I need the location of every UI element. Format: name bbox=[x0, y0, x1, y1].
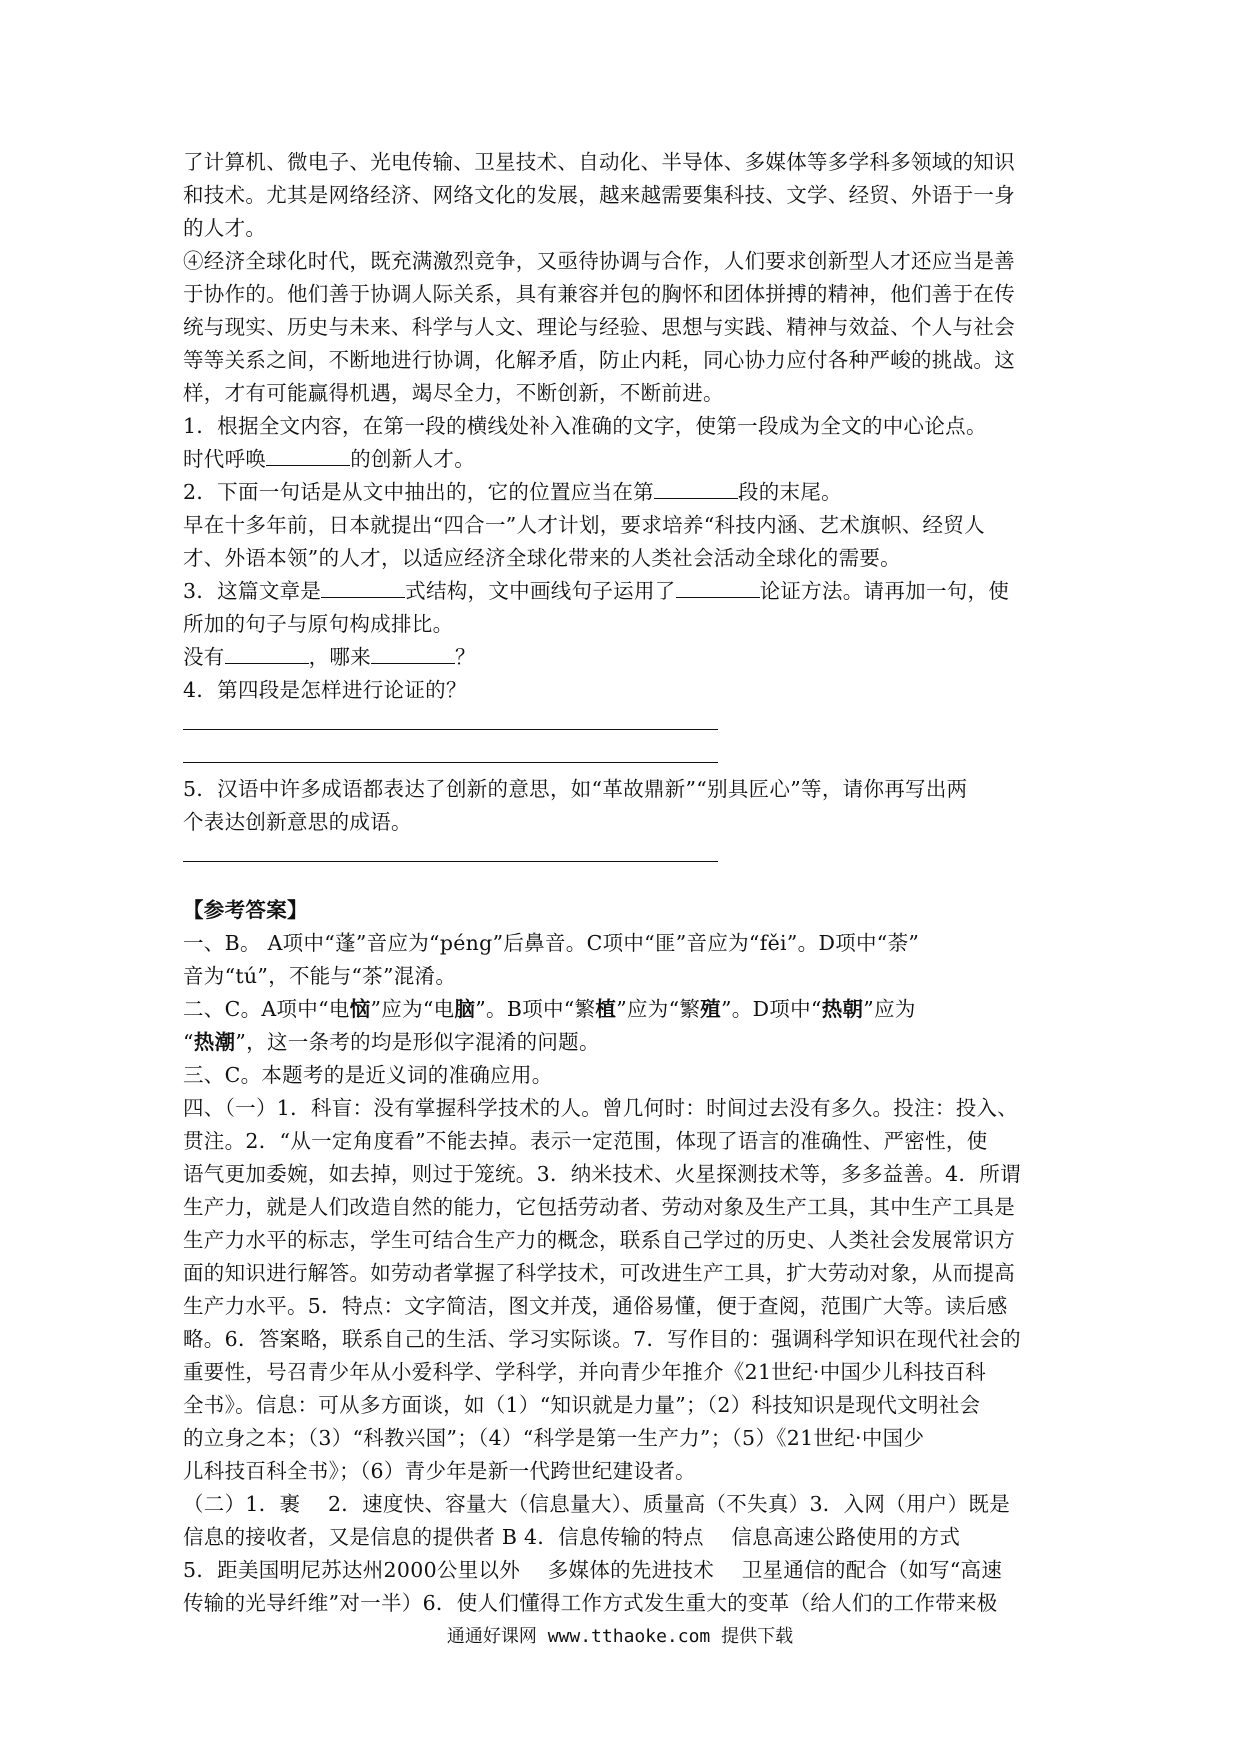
passage-line: 于协作的。他们善于协调人际关系，具有兼容并包的胸怀和团体拼搏的精神，他们善于在传 bbox=[183, 282, 1015, 306]
answer-4-line: 生产力，就是人们改造自然的能力，它包括劳动者、劳动对象及生产工具，其中生产工具是 bbox=[183, 1195, 1015, 1219]
fill-middle: ，哪来 bbox=[308, 645, 372, 669]
answer-4-line: 信息的接收者，又是信息的提供者 B 4．信息传输的特点 信息高速公路使用的方式 bbox=[183, 1525, 961, 1549]
answer-key-heading: 【参考答案】 bbox=[183, 898, 308, 922]
answer-2-text: “ bbox=[183, 1030, 194, 1054]
answer-blank[interactable] bbox=[654, 476, 738, 499]
document-page bbox=[183, 146, 1063, 1620]
question-3-fill bbox=[183, 641, 1063, 674]
answer-2-text: ”应为“电 bbox=[370, 997, 455, 1021]
answer-4-line: 重要性，号召青少年从小爱科学、学科学，并向青少年推介《21世纪·中国少儿科技百科 bbox=[183, 1360, 987, 1384]
answer-2-text: ”。D项中“ bbox=[720, 997, 822, 1021]
question-2-text: 2．下面一句话是从文中抽出的，它的位置应当在第 bbox=[183, 480, 654, 504]
answer-4-line: 传输的光导纤维”对一半）6．使人们懂得工作方式发生重大的变革（给人们的工作带来极 bbox=[183, 1591, 998, 1615]
answer-4-line: 语气更加委婉，如去掉，则过于笼统。3．纳米技术、火星探测技术等，多多益善。4．所谓 bbox=[183, 1162, 1021, 1186]
answer-2-text: ”，这一条考的均是形似字混淆的问题。 bbox=[235, 1030, 600, 1054]
answer-1: 音为“tú”，不能与“茶”混淆。 bbox=[183, 964, 457, 988]
answer-4-line: 四、（一）1．科盲：没有掌握科学技术的人。曾几何时：时间过去没有多久。投注：投入、 bbox=[183, 1096, 1019, 1120]
answer-2-emphasis: 热朝 bbox=[821, 997, 864, 1021]
answer-2-emphasis: 热潮 bbox=[193, 1030, 236, 1054]
question-1-fill bbox=[183, 443, 1063, 476]
answer-blank[interactable] bbox=[371, 641, 455, 664]
page-footer: 通通好课网 www.tthaoke.com 提供下载 bbox=[446, 1626, 794, 1647]
answer-2 bbox=[183, 1026, 1063, 1059]
question-3-text: 所加的句子与原句构成排比。 bbox=[183, 612, 454, 636]
questions bbox=[183, 410, 1063, 872]
answer-blank[interactable] bbox=[225, 641, 309, 664]
question-2-text: 段的末尾。 bbox=[737, 480, 842, 504]
question-4: 4．第四段是怎样进行论证的？ bbox=[183, 678, 467, 702]
answer-4-line: 生产力水平。5．特点：文字简洁，图文并茂，通俗易懂，便于查阅，范围广大等。读后感 bbox=[183, 1294, 1008, 1318]
question-2-sentence: 才、外语本领”的人才，以适应经济全球化带来的人类社会活动全球化的需要。 bbox=[183, 546, 901, 570]
answer-blank[interactable] bbox=[266, 443, 350, 466]
answer-4-line: 面的知识进行解答。如劳动者掌握了科学技术，可改进生产工具，扩大劳动对象，从而提高 bbox=[183, 1261, 1015, 1285]
answer-4-line: 5．距美国明尼苏达州2000公里以外 多媒体的先进技术 卫星通信的配合（如写“高速 bbox=[183, 1558, 1003, 1582]
question-3 bbox=[183, 575, 1063, 608]
passage-line: 和技术。尤其是网络经济、网络文化的发展，越来越需要集科技、文学、经贸、外语于一身 bbox=[183, 183, 1015, 207]
question-2-sentence: 早在十多年前，日本就提出“四合一”人才计划，要求培养“科技内涵、艺术旗帜、经贸人 bbox=[183, 513, 985, 537]
answer-blank[interactable] bbox=[321, 575, 405, 598]
answer-2-emphasis: 恼 bbox=[349, 997, 371, 1021]
answer-4-line: 全书》。信息：可从多方面谈，如（1）“知识就是力量”；（2）科技知识是现代文明社会 bbox=[183, 1393, 981, 1417]
answer-line[interactable] bbox=[183, 839, 1063, 872]
answer-4-line: 生产力水平的标志，学生可结合生产力的概念，联系自己学过的历史、人类社会发展常识方 bbox=[183, 1228, 1015, 1252]
fill-prefix: 没有 bbox=[183, 645, 225, 669]
answer-2-emphasis: 殖 bbox=[700, 997, 721, 1021]
question-1: 1．根据全文内容，在第一段的横线处补入准确的文字，使第一段成为全文的中心论点。 bbox=[183, 414, 987, 438]
answer-2-text: ”应为 bbox=[863, 997, 916, 1021]
question-5: 个表达创新意思的成语。 bbox=[183, 810, 412, 834]
answer-4-line: 儿科技百科全书》；（6）青少年是新一代跨世纪建设者。 bbox=[183, 1459, 696, 1483]
answer-2 bbox=[183, 993, 1063, 1026]
answer-2-emphasis: 脑 bbox=[454, 997, 476, 1021]
answer-2-text: ”应为“繁 bbox=[616, 997, 701, 1021]
answer-2-text: ”。B项中“繁 bbox=[475, 997, 596, 1021]
passage-line: 统与现实、历史与未来、科学与人文、理论与经验、思想与实践、精神与效益、个人与社会 bbox=[183, 315, 1015, 339]
answer-key bbox=[183, 894, 1063, 1620]
fill-suffix: ？ bbox=[455, 645, 476, 669]
passage-line: 等等关系之间，不断地进行协调，化解矛盾，防止内耗，同心协力应付各种严峻的挑战。这 bbox=[183, 348, 1015, 372]
answer-2-emphasis: 植 bbox=[595, 997, 617, 1021]
answer-4-line: 贯注。2．“从一定角度看”不能去掉。表示一定范围，体现了语言的准确性、严密性，使 bbox=[183, 1129, 988, 1153]
answer-1: 一、B。 A项中“蓬”音应为“péng”后鼻音。C项中“匪”音应为“fěi”。D项中“荼” bbox=[183, 931, 920, 955]
question-3-text: 论证方法。请再加一句，使 bbox=[759, 579, 1010, 603]
question-5: 5．汉语中许多成语都表达了创新的意思，如“革故鼎新”“别具匠心”等，请你再写出两 bbox=[183, 777, 968, 801]
fill-suffix: 的创新人才。 bbox=[350, 447, 476, 471]
answer-3: 三、C。本题考的是近义词的准确应用。 bbox=[183, 1063, 553, 1087]
question-3-text: 式结构，文中画线句子运用了 bbox=[405, 579, 676, 603]
answer-line[interactable] bbox=[183, 707, 1063, 740]
fill-prefix: 时代呼唤 bbox=[183, 447, 267, 471]
passage bbox=[183, 146, 1063, 410]
spacer bbox=[183, 872, 1063, 894]
passage-line: 的人才。 bbox=[183, 216, 267, 240]
answer-line[interactable] bbox=[183, 740, 1063, 773]
answer-4-line: 略。6．答案略，联系自己的生活、学习实际谈。7．写作目的：强调科学知识在现代社会的 bbox=[183, 1327, 1021, 1351]
answer-4-line: （二）1．裹 2．速度快、容量大（信息量大）、质量高（不失真）3．入网（用户）既是 bbox=[183, 1492, 1010, 1516]
answer-4-line: 的立身之本；（3）“科教兴国”；（4）“科学是第一生产力”；（5）《21世纪·中国少 bbox=[183, 1426, 925, 1450]
answer-blank[interactable] bbox=[676, 575, 760, 598]
passage-line: ④经济全球化时代，既充满激烈竞争，又亟待协调与合作，人们要求创新型人才还应当是善 bbox=[183, 249, 1015, 273]
passage-line: 了计算机、微电子、光电传输、卫星技术、自动化、半导体、多媒体等多学科多领域的知识 bbox=[183, 150, 1015, 174]
passage-line: 样，才有可能赢得机遇，竭尽全力，不断创新，不断前进。 bbox=[183, 381, 724, 405]
question-3-text: 3．这篇文章是 bbox=[183, 579, 322, 603]
answer-2-text: 二、C。A项中“电 bbox=[183, 997, 350, 1021]
question-2 bbox=[183, 476, 1063, 509]
